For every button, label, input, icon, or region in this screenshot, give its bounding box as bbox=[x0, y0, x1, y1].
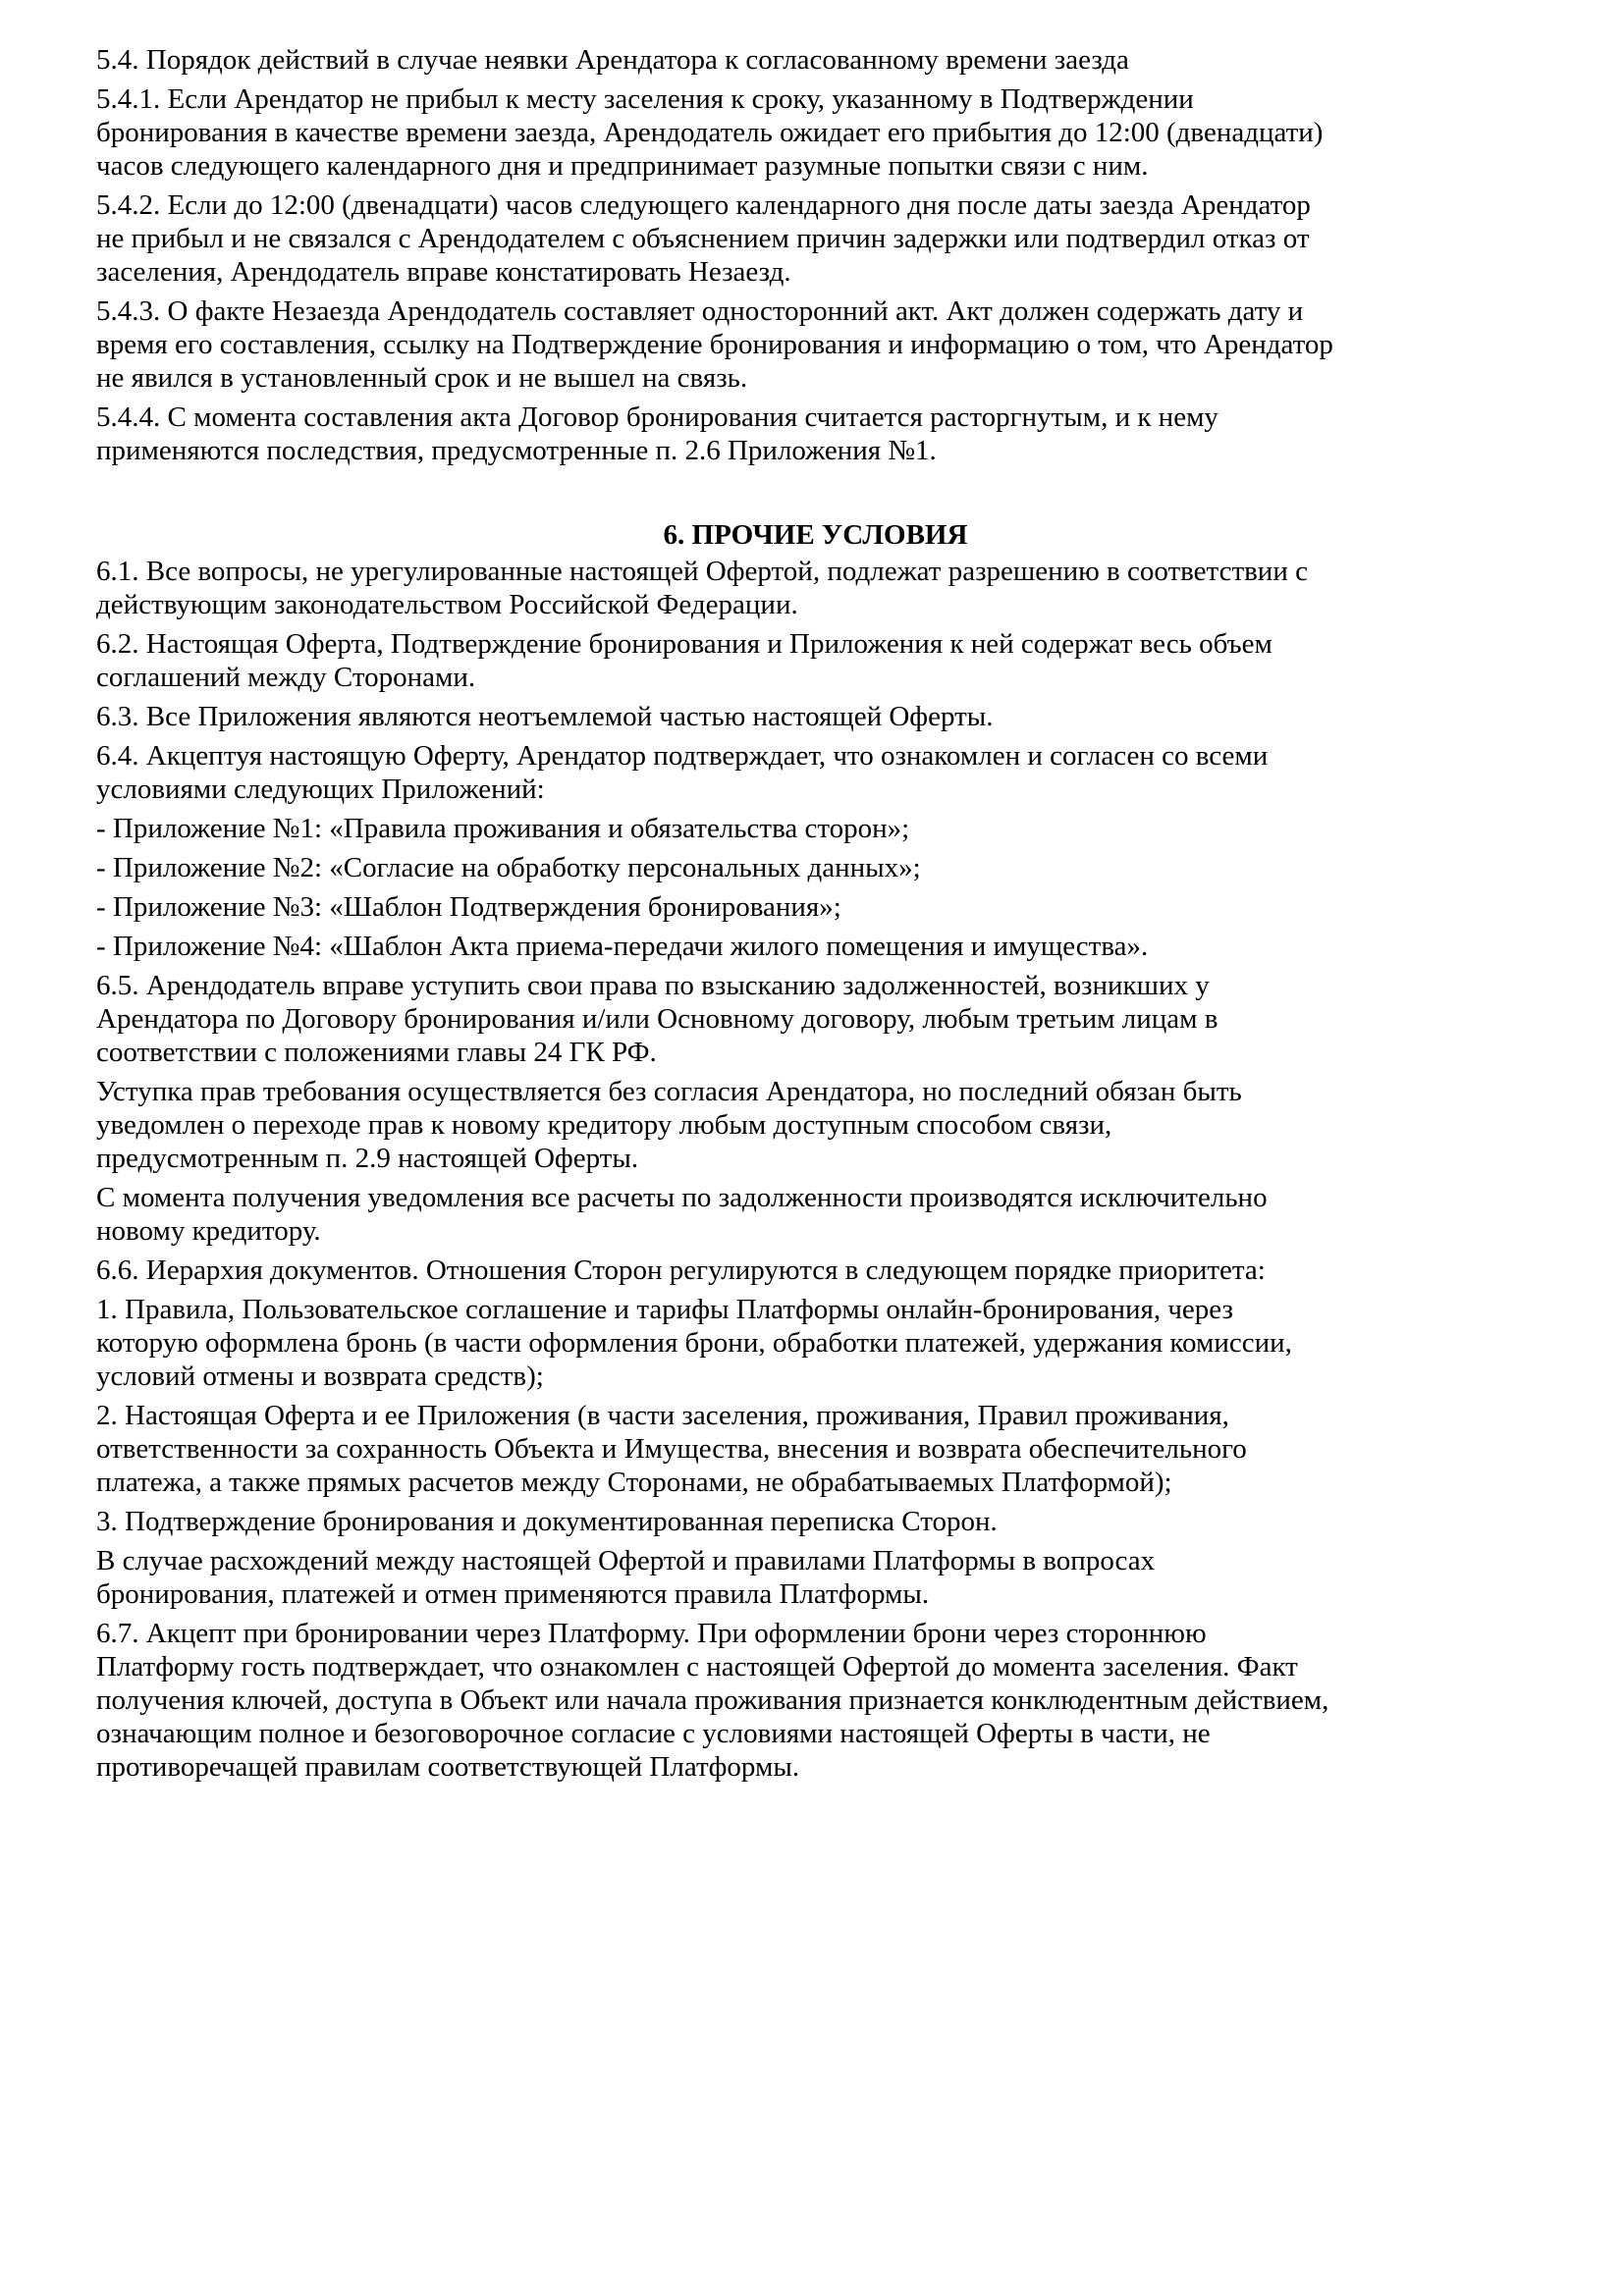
clause-6-2: 6.2. Настоящая Оферта, Подтверждение бронирования и Приложения к ней содержат весь объем соглашений между Сторонами. bbox=[96, 628, 1272, 693]
hierarchy-note: В случае расхождений между настоящей Офертой и правилами Платформы в вопросах бронирования, платежей и отмен применяются правила Платформы. bbox=[96, 1545, 1156, 1610]
appendix-list-item: - Приложение №2: «Согласие на обработку персональных данных»; bbox=[96, 852, 921, 883]
appendix-list-item: - Приложение №1: «Правила проживания и обязательства сторон»; bbox=[96, 813, 910, 844]
clause-5-4: 5.4. Порядок действий в случае неявки Арендатора к согласованному времени заезда bbox=[96, 44, 1129, 76]
clause-6-5: 6.5. Арендодатель вправе уступить свои права по взысканию задолженностей, возникших у Арендатора по Договору бронирования и/или Основному договору, любым третьим лицам в соответствии с положениями главы 24 ГК РФ. bbox=[96, 970, 1218, 1068]
document-page bbox=[96, 43, 1535, 1789]
appendix-list-item: - Приложение №4: «Шаблон Акта приема-передачи жилого помещения и имущества». bbox=[96, 931, 1149, 962]
clause-5-4-2: 5.4.2. Если до 12:00 (двенадцати) часов следующего календарного дня после даты заезда Арендатор не прибыл и не связался с Арендодателем с объяснением причин задержки или подтвердил отказ от заселения, Арендодатель вправе констатировать Незаезд. bbox=[96, 189, 1311, 288]
clause-6-4: 6.4. Акцептуя настоящую Оферту, Арендатор подтверждает, что ознакомлен и согласен со всеми условиями следующих Приложений: bbox=[96, 740, 1269, 805]
clause-6-3: 6.3. Все Приложения являются неотъемлемой частью настоящей Оферты. bbox=[96, 701, 994, 732]
appendix-list-item: - Приложение №3: «Шаблон Подтверждения бронирования»; bbox=[96, 891, 841, 923]
clause-5-4-3: 5.4.3. О факте Незаезда Арендодатель составляет односторонний акт. Акт должен содержать дату и время его составления, ссылку на Подтверждение бронирования и информацию о том, что Арендатор не явился в установленный срок и не вышел на связь. bbox=[96, 295, 1333, 394]
clause-6-6: 6.6. Иерархия документов. Отношения Сторон регулируются в следующем порядке приоритета: bbox=[96, 1255, 1266, 1286]
section-6-heading: 6. ПРОЧИЕ УСЛОВИЯ bbox=[663, 519, 968, 551]
clause-6-7: 6.7. Акцепт при бронировании через Платформу. При оформлении брони через стороннюю Платформу гость подтверждает, что ознакомлен с настоящей Офертой до момента заселения. Факт получения ключей, доступа в Объект или начала проживания признается конклюдентным действием, означающим полное и безоговорочное согласие с условиями настоящей Оферты в части, не противоречащей правилам соответствующей Платформы. bbox=[96, 1618, 1329, 1783]
clause-5-4-4: 5.4.4. С момента составления акта Договор бронирования считается расторгнутым, и к нему применяются последствия, предусмотренные п. 2.6 Приложения №1. bbox=[96, 401, 1218, 466]
clause-6-1: 6.1. Все вопросы, не урегулированные настоящей Офертой, подлежат разрешению в соответствии с действующим законодательством Российской Федерации. bbox=[96, 556, 1308, 620]
clause-6-5-assignment: Уступка прав требования осуществляется без согласия Арендатора, но последний обязан быть уведомлен о переходе прав к новому кредитору любым доступным способом связи, предусмотренным п. 2.9 настоящей Оферты. bbox=[96, 1076, 1242, 1174]
clause-5-4-1: 5.4.1. Если Арендатор не прибыл к месту заселения к сроку, указанному в Подтверждении бронирования в качестве времени заезда, Арендодатель ожидает его прибытия до 12:00 (двенадцати) часов следующего календарного дня и предпринимает разумные попытки связи с ним. bbox=[96, 83, 1324, 182]
hierarchy-item-2: 2. Настоящая Оферта и ее Приложения (в части заселения, проживания, Правил проживания, ответственности за сохранность Объекта и Имущества, внесения и возврата обеспечительного платежа, а также прямых расчетов между Сторонами, не обрабатываемых Платформой); bbox=[96, 1400, 1247, 1498]
clause-6-5-settlement: С момента получения уведомления все расчеты по задолженности производятся исключительно новому кредитору. bbox=[96, 1182, 1268, 1247]
hierarchy-item-3: 3. Подтверждение бронирования и документированная переписка Сторон. bbox=[96, 1506, 998, 1537]
hierarchy-item-1: 1. Правила, Пользовательское соглашение и тарифы Платформы онлайн-бронирования, через которую оформлена бронь (в части оформления брони, обработки платежей, удержания комиссии, условий отмены и возврата средств); bbox=[96, 1294, 1292, 1392]
